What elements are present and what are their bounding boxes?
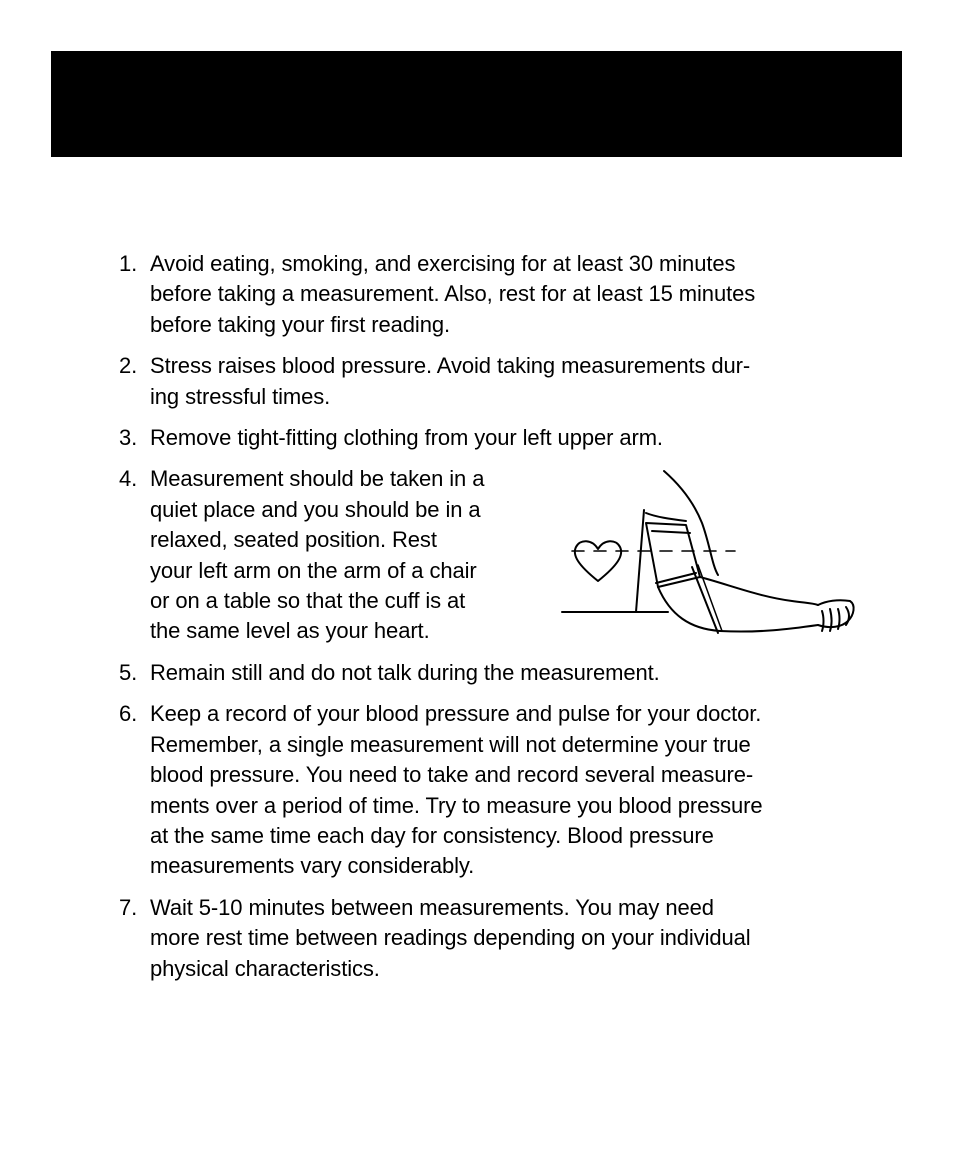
- item-line: more rest time between readings depending on your individual: [150, 925, 751, 951]
- item-line: Avoid eating, smoking, and exercising for at least 30 minutes: [150, 251, 736, 276]
- item-line: at the same time each day for consistency. Blood pressure: [150, 822, 714, 848]
- item-line: quiet place and you should be in a: [150, 496, 481, 522]
- item-text: [150, 699, 875, 881]
- item-line: Remain still and do not talk during the measurement.: [150, 659, 660, 685]
- item-text: [150, 658, 875, 688]
- header-bar: [51, 51, 902, 157]
- instruction-item-7: [115, 893, 875, 984]
- item-line: before taking a measurement. Also, rest for at least 15 minutes: [150, 281, 756, 307]
- item-line: ments over a period of time. Try to measure you blood pressure: [150, 792, 763, 818]
- item-text: [150, 464, 550, 646]
- item-number: 1.: [119, 251, 138, 276]
- item-line: Stress raises blood pressure. Avoid taking measurements dur-: [150, 353, 751, 379]
- item-text: [150, 423, 875, 453]
- item-number: 3.: [119, 425, 138, 451]
- item-number: 4.: [119, 466, 138, 492]
- item-number: 7.: [119, 894, 138, 920]
- item-line: Wait 5-10 minutes between measurements. You may need: [150, 894, 714, 920]
- item-line: the same level as your heart.: [150, 618, 430, 644]
- instruction-item-5: [115, 658, 875, 688]
- instruction-item-1: [115, 249, 875, 340]
- item-line: Remove tight-fitting clothing from your left upper arm.: [150, 425, 663, 451]
- heart-icon: [575, 541, 621, 581]
- item-line: relaxed, seated position. Rest: [150, 527, 437, 553]
- upper-arm-outline: [664, 471, 718, 575]
- item-line: measurements vary considerably.: [150, 853, 475, 879]
- item-number: 2.: [119, 353, 138, 379]
- item-line: Remember, a single measurement will not determine your true: [150, 731, 751, 757]
- item-line: Measurement should be taken in a: [150, 466, 485, 492]
- item-line: ing stressful times.: [150, 383, 331, 409]
- arm-cuff-heart-level-icon: [560, 465, 860, 645]
- chair-support-line: [636, 510, 644, 612]
- item-text: [150, 893, 875, 984]
- item-number: 5.: [119, 659, 138, 685]
- item-line: or on a table so that the cuff is at: [150, 588, 466, 614]
- cuff-tube: [692, 567, 718, 633]
- item-line: before taking your first reading.: [150, 311, 450, 337]
- instruction-item-6: [115, 699, 875, 881]
- item-line: physical characteristics.: [150, 955, 380, 981]
- forearm-outline: [658, 587, 818, 632]
- item-text: [150, 249, 875, 340]
- item-line: Keep a record of your blood pressure and pulse for your doctor.: [150, 701, 762, 727]
- item-line: your left arm on the arm of a chair: [150, 557, 477, 583]
- item-number: 6.: [119, 701, 138, 727]
- instruction-item-3: [115, 423, 875, 453]
- item-text: [150, 351, 875, 412]
- item-line: blood pressure. You need to take and record several measure-: [150, 762, 754, 788]
- instruction-item-2: [115, 351, 875, 412]
